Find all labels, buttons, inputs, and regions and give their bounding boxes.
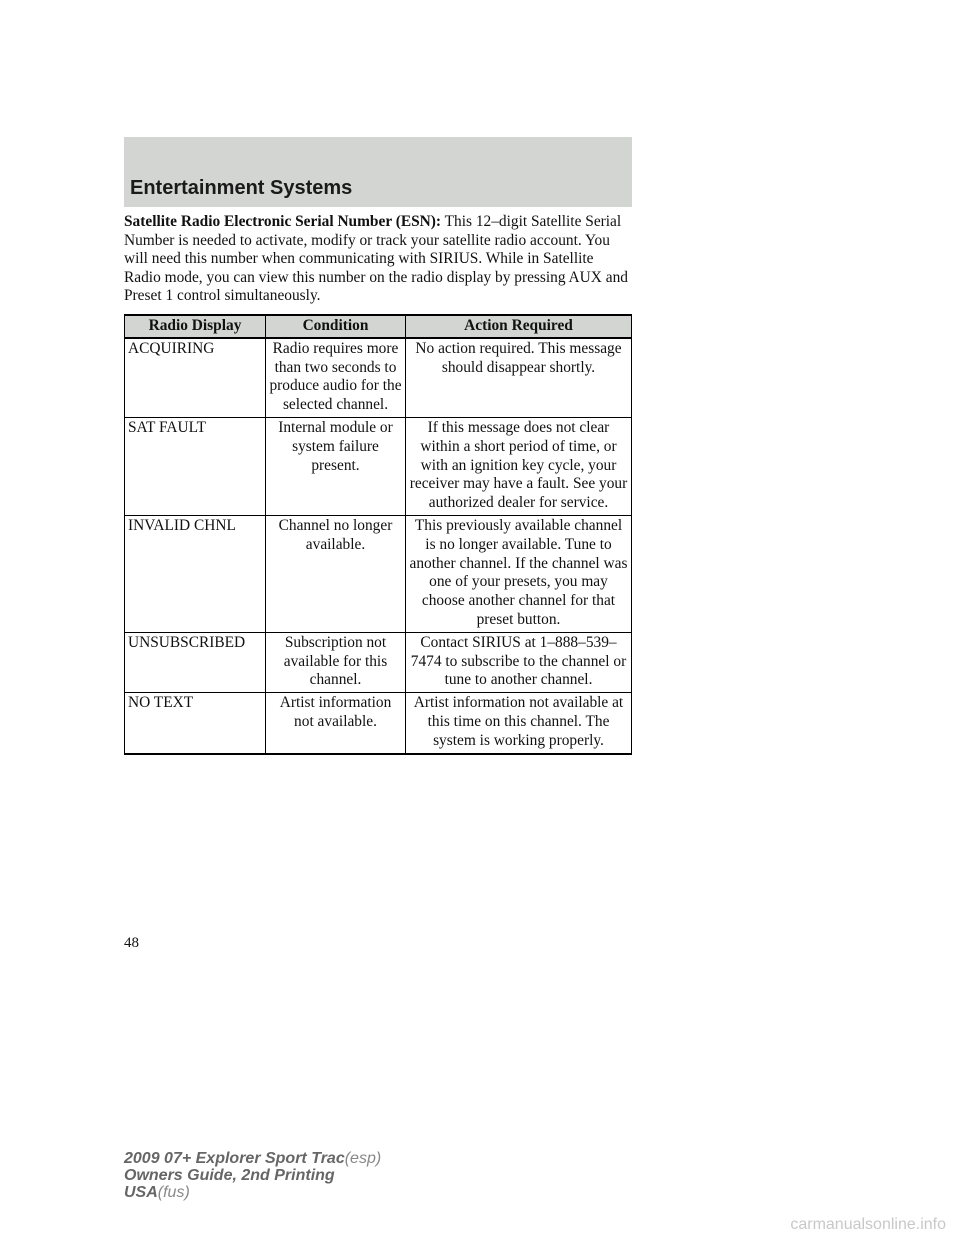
col-header-condition: Condition xyxy=(266,315,406,338)
cell-radio-display: NO TEXT xyxy=(125,693,266,754)
footer-lang: (esp) xyxy=(344,1150,382,1167)
page-number: 48 xyxy=(124,935,139,951)
footer-market-code: (fus) xyxy=(157,1184,190,1201)
cell-condition: Channel no longer available. xyxy=(266,515,406,632)
table-row xyxy=(125,693,632,754)
cell-condition: Radio requires more than two seconds to produce audio for the selected channel. xyxy=(266,338,406,418)
section-header xyxy=(124,137,632,207)
col-header-action-required: Action Required xyxy=(406,315,632,338)
radio-display-table xyxy=(124,314,632,755)
col-header-radio-display: Radio Display xyxy=(125,315,266,338)
table-row xyxy=(125,338,632,418)
footer-guide: Owners Guide, 2nd Printing xyxy=(124,1167,335,1184)
cell-radio-display: SAT FAULT xyxy=(125,417,266,515)
table-row xyxy=(125,417,632,515)
section-title: Entertainment Systems xyxy=(130,177,353,199)
cell-condition: Artist information not available. xyxy=(266,693,406,754)
esn-text: This 12–digit Satellite Serial Number is needed to activate, modify or track your satellite radio account. You will need this number when communicating with SIRIUS. While in Satellite Radio mode, you can view this number on the radio display by pressing AUX and Preset 1 control simultaneously. xyxy=(124,213,628,305)
cell-action: If this message does not clear within a short period of time, or with an ignition key cycle, your receiver may have a fault. See your authorized dealer for service. xyxy=(406,417,632,515)
cell-condition: Subscription not available for this channel. xyxy=(266,632,406,692)
esn-heading: Satellite Radio Electronic Serial Number (ESN): xyxy=(124,213,442,230)
footer-market: USA xyxy=(124,1184,158,1201)
table-row xyxy=(125,632,632,692)
cell-radio-display: UNSUBSCRIBED xyxy=(125,632,266,692)
esn-paragraph xyxy=(124,213,634,306)
table-header-row xyxy=(125,315,632,338)
cell-condition: Internal module or system failure present. xyxy=(266,417,406,515)
cell-action: This previously available channel is no longer available. Tune to another channel. If the channel was one of your presets, you may choose another channel for that preset button. xyxy=(406,515,632,632)
table-row xyxy=(125,515,632,632)
cell-action: Artist information not available at this time on this channel. The system is working properly. xyxy=(406,693,632,754)
cell-action: No action required. This message should disappear shortly. xyxy=(406,338,632,418)
document-footer xyxy=(124,1150,381,1201)
cell-radio-display: ACQUIRING xyxy=(125,338,266,418)
cell-action: Contact SIRIUS at 1–888–539–7474 to subscribe to the channel or tune to another channel. xyxy=(406,632,632,692)
footer-model: 2009 07+ Explorer Sport Trac xyxy=(124,1150,345,1167)
cell-radio-display: INVALID CHNL xyxy=(125,515,266,632)
watermark-text: carmanualsonline.info xyxy=(790,1216,946,1233)
